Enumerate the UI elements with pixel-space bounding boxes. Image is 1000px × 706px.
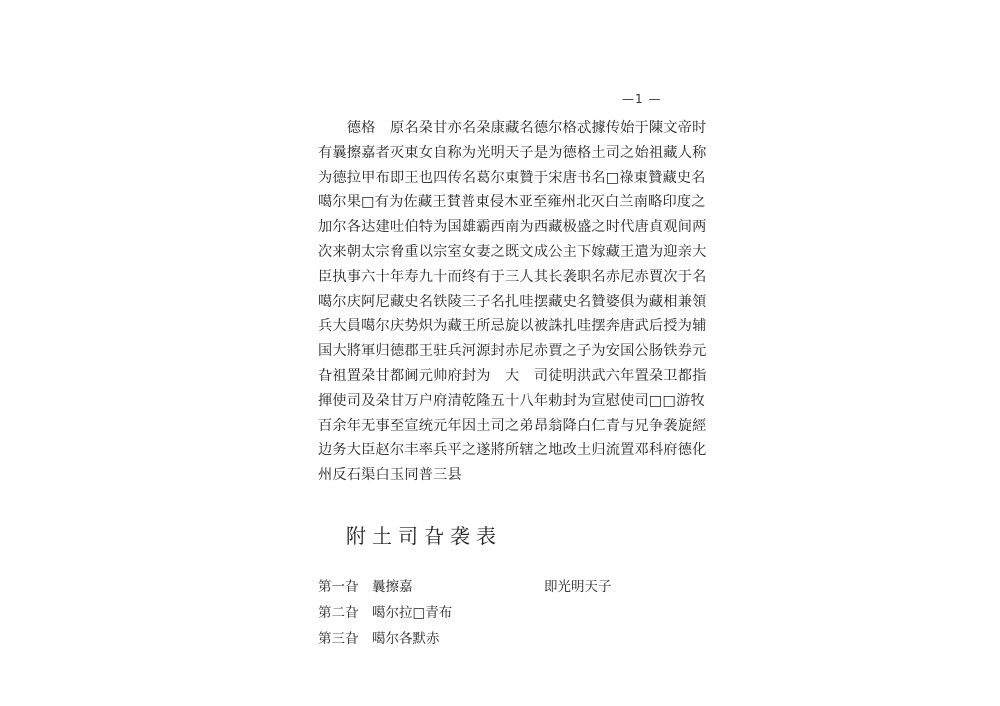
- generation-label: 第三旮: [318, 631, 359, 647]
- text-line: 国大將軍归德郡王驻兵河源封赤尼赤賈之子为安国公肠铁券元: [318, 343, 707, 360]
- text-line: 噶尔庆阿尼藏史名铁陵三子名扎哇摆藏史名贊婆俱为藏相兼領: [318, 293, 707, 310]
- text-line: 德格 原名朶甘亦名朶康藏名德尔格忒據传始于陳文帝时: [318, 120, 707, 136]
- chieftain-name: 噶尔拉□青布: [372, 605, 453, 621]
- table-row: [318, 574, 678, 600]
- text-line: 兵大員噶尔庆势炽为藏王所忌旋以被誅扎哇摆奔唐武后授为辅: [318, 318, 707, 335]
- text-line: 噶尔果□有为佐藏王賛普東侵木亚至雍州北灭白兰南略印度之: [318, 194, 706, 211]
- page-number: —1 —: [622, 92, 662, 106]
- text-line: 旮祖置朶甘都阃元帅府封为 大 司徒明洪武六年置朶卫都指: [318, 367, 707, 384]
- text-line: 有曩擦嘉者灭東女自称为光明天子是为德格土司之始祖藏人称: [318, 144, 707, 161]
- text-line: 州反石渠白玉同普三县: [318, 467, 462, 484]
- text-line: 臣执事六十年寿九十而终有于三人其长袭职名赤尼赤賈次于名: [318, 268, 707, 285]
- text-line: 揮使司及朶甘万户府清乾隆五十八年勅封为宣慰使司□□游牧: [318, 392, 705, 409]
- body-text: [318, 116, 707, 488]
- chieftain-note: 即光明天子: [544, 579, 612, 595]
- text-line: 次来朝太宗脅重以宗室女妻之既文成公主下嫁藏王遣为迎亲大: [318, 243, 707, 260]
- generation-label: 第二旮: [318, 605, 359, 621]
- table-row: [318, 600, 678, 626]
- text-line: 为德拉甲布即王也四传名葛尔東贊于宋唐书名□祿東贊藏史名: [318, 169, 706, 186]
- text-line: 百余年无事至宣统元年因土司之弟昂翁降白仁青与兄争袭旋經: [318, 417, 707, 434]
- text-line: 加尔各达建吐伯特为国雄霸西南为西藏极盛之时代唐貞观间两: [318, 219, 707, 236]
- chieftain-name: 曩擦嘉: [372, 579, 413, 595]
- section-title: 附土司旮袭表: [346, 524, 502, 548]
- table-row: [318, 626, 678, 652]
- text-line: 边务大臣赵尔丰率兵平之遂將所辖之地改土归流置邓科府德化: [318, 442, 707, 459]
- chieftain-name: 噶尔各默赤: [372, 631, 440, 647]
- lineage-table: [318, 574, 678, 652]
- generation-label: 第一旮: [318, 579, 359, 595]
